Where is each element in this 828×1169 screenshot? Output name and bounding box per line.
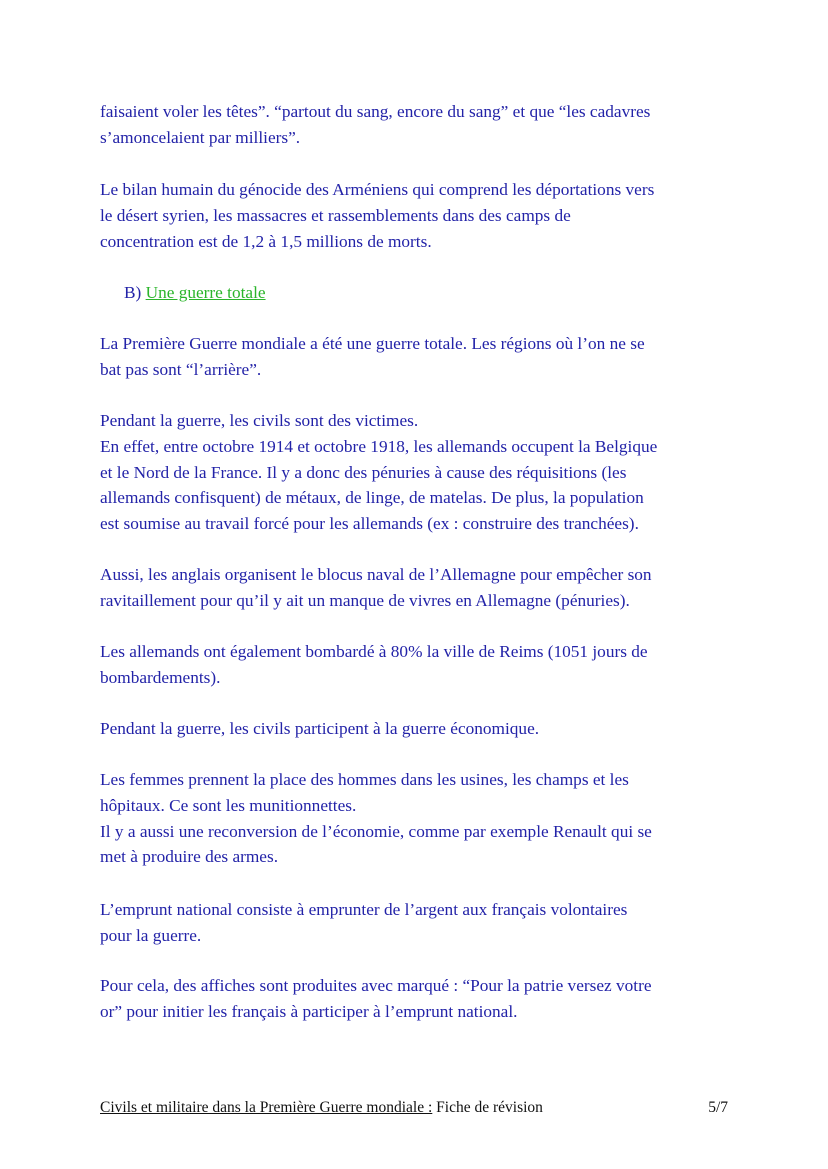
text-line: La Première Guerre mondiale a été une guerre totale. Les régions où l’on ne se (100, 334, 645, 353)
paragraph-naval-blockade (100, 562, 740, 614)
text-line: et le Nord de la France. Il y a donc des pénuries à cause des réquisitions (les (100, 462, 627, 482)
footer-document-title: Civils et militaire dans la Première Guerre mondiale : (100, 1099, 433, 1116)
text-line: Les allemands ont également bombardé à 80% la ville de Reims (1051 jours de (100, 642, 648, 661)
paragraph-civilian-victims (100, 408, 740, 537)
text-line: concentration est de 1,2 à 1,5 millions de morts. (100, 231, 432, 251)
section-heading (124, 280, 266, 306)
page-number: 5/7 (708, 1099, 728, 1116)
text-line: L’emprunt national consiste à emprunter de l’argent aux français volontaires (100, 900, 628, 919)
text-line: Aussi, les anglais organisent le blocus naval de l’Allemagne pour empêcher son (100, 565, 652, 584)
section-marker: B) (124, 283, 146, 302)
text-line: allemands confisquent) de métaux, de linge, de matelas. De plus, la population (100, 488, 644, 508)
text-line: ravitaillement pour qu’il y ait un manque de vivres en Allemagne (pénuries). (100, 590, 630, 610)
text-line: Pendant la guerre, les civils participent à la guerre économique. (100, 719, 540, 738)
paragraph-massacre-quote (100, 99, 740, 151)
text-line: est soumise au travail forcé pour les allemands (ex : construire des tranchées). (100, 514, 639, 534)
text-line: bombardements). (100, 667, 221, 687)
paragraph-genocide-toll (100, 177, 740, 254)
footer-subtitle: Fiche de révision (432, 1099, 543, 1116)
text-line: pour la guerre. (100, 925, 202, 945)
paragraph-reims-bombing (100, 639, 740, 691)
text-line: Les femmes prennent la place des hommes dans les usines, les champs et les (100, 770, 629, 789)
text-line: En effet, entre octobre 1914 et octobre 1918, les allemands occupent la Belgique (100, 436, 658, 456)
text-line: bat pas sont “l’arrière”. (100, 359, 262, 379)
text-line: hôpitaux. Ce sont les munitionnettes. (100, 795, 357, 815)
text-line: le désert syrien, les massacres et rassemblements dans des camps de (100, 205, 571, 225)
paragraph-total-war (100, 331, 740, 383)
paragraph-economic-war (100, 716, 740, 742)
paragraph-women-work (100, 767, 740, 870)
section-title: Une guerre totale (145, 283, 266, 302)
paragraph-posters (100, 973, 740, 1025)
text-line: s’amoncelaient par milliers”. (100, 127, 301, 147)
text-line: Pendant la guerre, les civils sont des victimes. (100, 411, 419, 430)
text-line: or” pour initier les français à participer à l’emprunt national. (100, 1001, 518, 1021)
text-line: Pour cela, des affiches sont produites avec marqué : “Pour la patrie versez votre (100, 976, 652, 995)
text-line: Il y a aussi une reconversion de l’économie, comme par exemple Renault qui se (100, 821, 652, 841)
page-footer (100, 1097, 728, 1119)
text-line: faisaient voler les têtes”. “partout du sang, encore du sang” et que “les cadavres (100, 102, 651, 121)
text-line: Le bilan humain du génocide des Arméniens qui comprend les déportations vers (100, 180, 655, 199)
paragraph-national-loan (100, 897, 740, 949)
text-line: met à produire des armes. (100, 847, 279, 867)
